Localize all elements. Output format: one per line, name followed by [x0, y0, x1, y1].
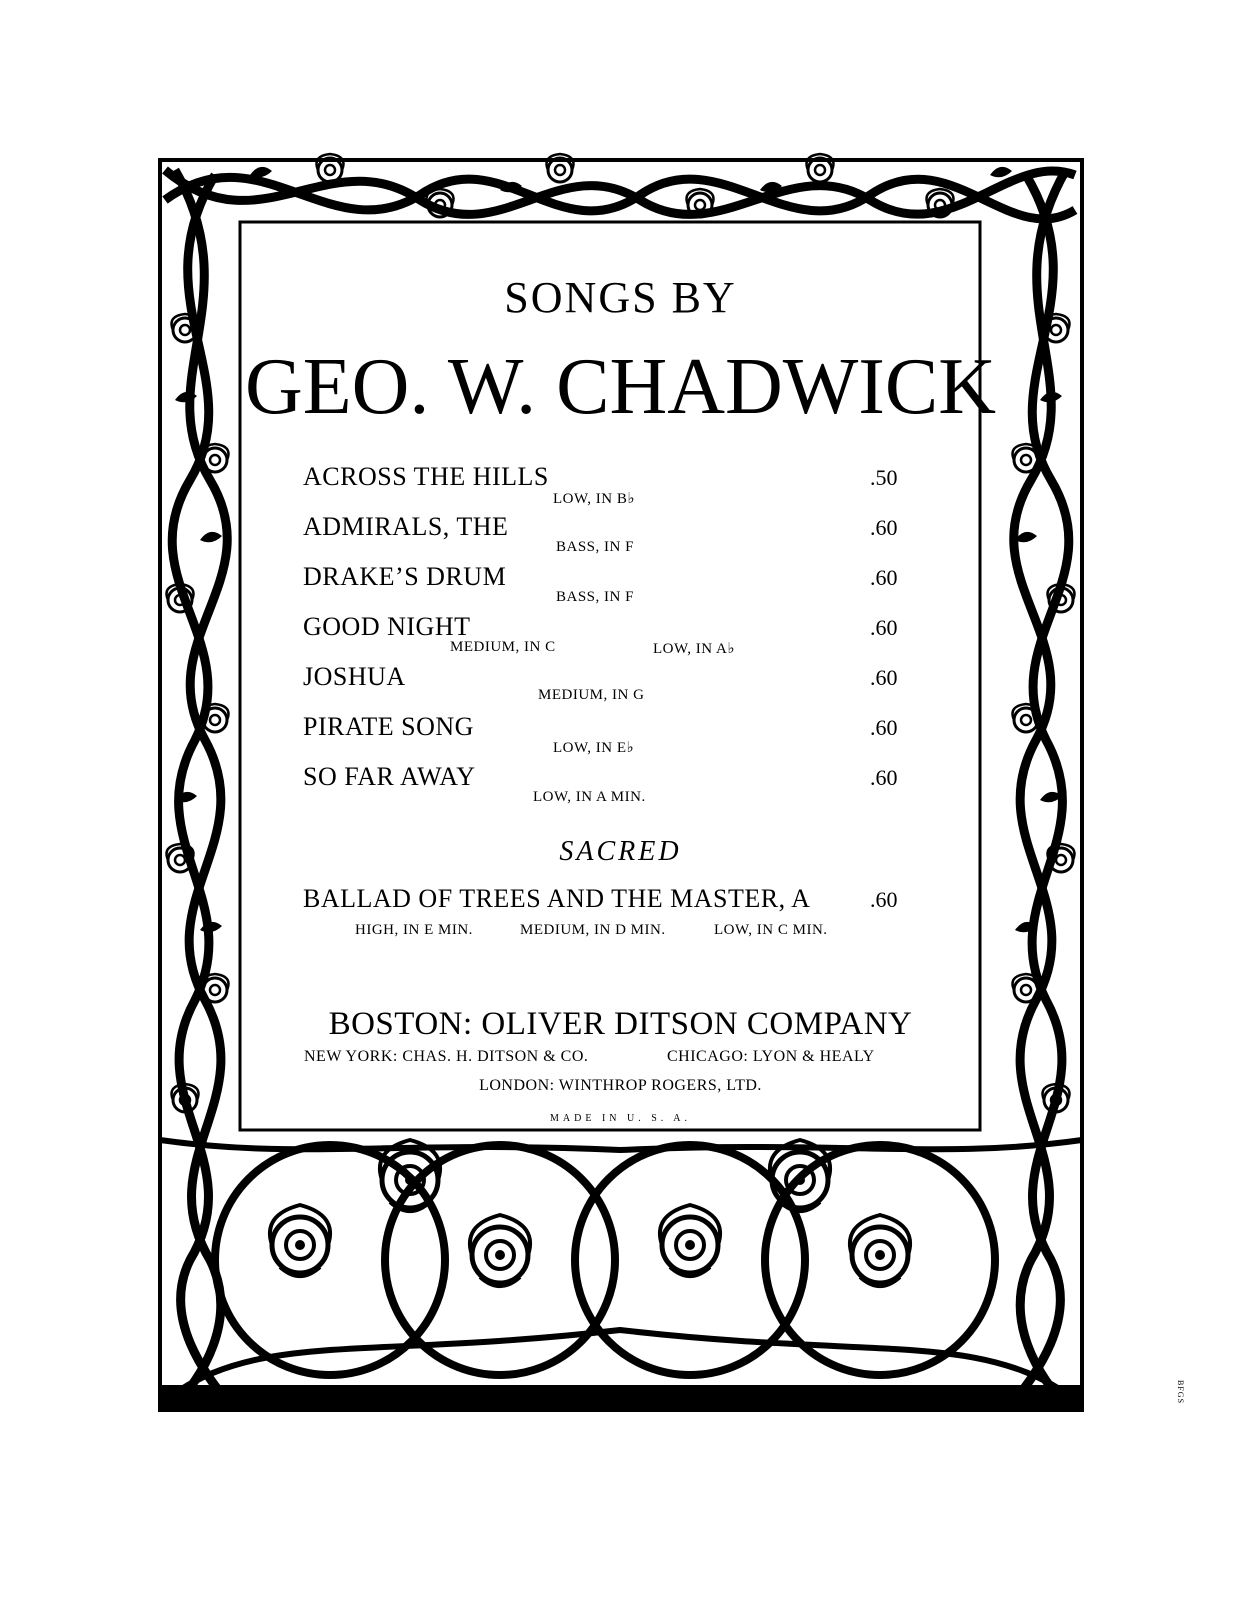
song-price: .60	[870, 765, 898, 790]
songs-by-heading: SONGS BY	[504, 273, 737, 322]
song-title: GOOD NIGHT	[303, 612, 471, 641]
song-key: BASS, IN F	[556, 539, 634, 555]
song-title: JOSHUA	[303, 662, 406, 691]
song-price: .60	[870, 887, 898, 912]
song-title: SO FAR AWAY	[303, 762, 476, 791]
song-key: HIGH, IN E MIN.	[355, 922, 473, 938]
artist-signature: BFGS	[1176, 1380, 1185, 1405]
publisher-main: BOSTON: OLIVER DITSON COMPANY	[328, 1006, 913, 1042]
song-title: ADMIRALS, THE	[303, 512, 509, 541]
publisher-new-york: NEW YORK: CHAS. H. DITSON & CO.	[304, 1048, 589, 1065]
song-title: ACROSS THE HILLS	[303, 462, 549, 491]
song-key: LOW, IN C MIN.	[714, 922, 828, 938]
song-price: .60	[870, 515, 898, 540]
song-price: .60	[870, 715, 898, 740]
song-title: DRAKE’S DRUM	[303, 562, 507, 591]
song-key: BASS, IN F	[556, 589, 634, 605]
song-key: LOW, IN B♭	[553, 491, 635, 507]
composer-name: GEO. W. CHADWICK	[244, 343, 997, 431]
song-price: .60	[870, 665, 898, 690]
song-price: .50	[870, 465, 898, 490]
publisher-chicago: CHICAGO: LYON & HEALY	[667, 1048, 875, 1065]
song-key: MEDIUM, IN C	[450, 639, 556, 655]
publisher-london: LONDON: WINTHROP ROGERS, LTD.	[479, 1077, 762, 1094]
song-key: LOW, IN A♭	[653, 641, 735, 657]
made-in-usa: MADE IN U. S. A.	[550, 1113, 691, 1124]
song-title: BALLAD OF TREES AND THE MASTER, A	[303, 884, 811, 913]
song-price: .60	[870, 565, 898, 590]
song-title: PIRATE SONG	[303, 712, 474, 741]
song-key: MEDIUM, IN D MIN.	[520, 922, 666, 938]
song-key: LOW, IN A MIN.	[533, 789, 646, 805]
song-key: LOW, IN E♭	[553, 740, 635, 756]
song-price: .60	[870, 615, 898, 640]
sacred-heading: SACRED	[559, 836, 682, 867]
song-key: MEDIUM, IN G	[538, 687, 645, 703]
